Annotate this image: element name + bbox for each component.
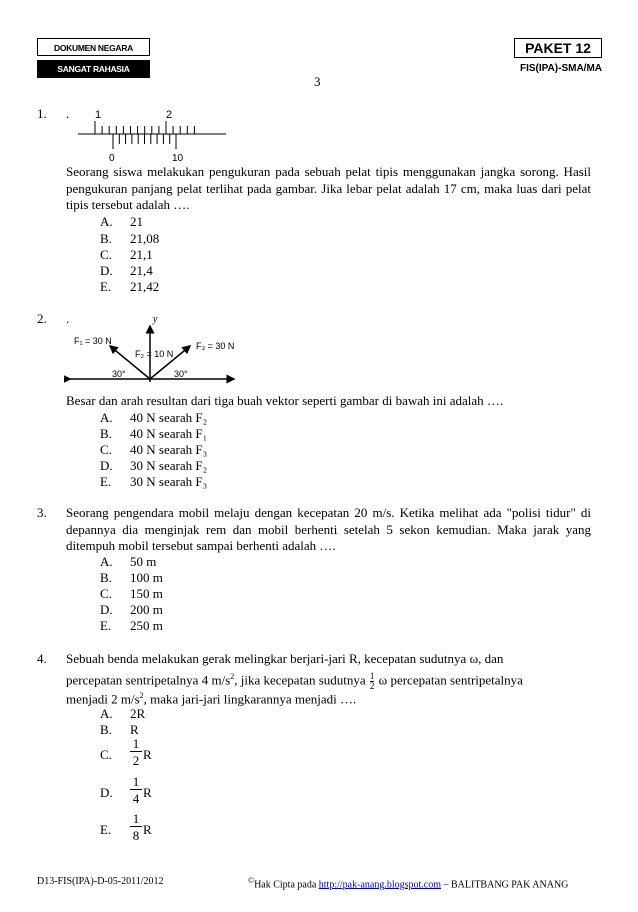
q2-number: 2. [37, 311, 47, 326]
q2-option-value: 30 N searah F₃ [130, 474, 208, 489]
q2-option-label: D. [100, 458, 113, 473]
q3-option-value: 250 m [130, 618, 163, 633]
q3-option-value: 50 m [130, 554, 157, 569]
q1-option-value: 21 [130, 214, 143, 229]
q2-option-label: C. [100, 442, 112, 457]
q2-option-value: 40 N searah F₁ [130, 426, 208, 441]
q4-text-line2: percepatan sentripetalnya 4 $m/s^2$, jika kecepatan sudutnya $\frac{1}{2}$ ω percepatan sentripetalnya [66, 670, 523, 691]
angle-left-label: 30° [112, 369, 126, 379]
q3-option-value: 100 m [130, 570, 163, 585]
blog-link[interactable]: http://pak-anang.blogspot.com [318, 879, 441, 891]
q1-option-value: 21,08 [130, 231, 160, 246]
q4-number: 4. [37, 651, 47, 666]
q3-option-value: 200 m [130, 602, 163, 617]
dokumen-negara-label: DOKUMEN NEGARA [37, 38, 150, 56]
q2-dot: . [66, 311, 70, 326]
q4-option-label: C. [100, 747, 112, 762]
q2-option-value: 40 N searah F₂ [130, 410, 208, 425]
q1-number: 1. [37, 106, 47, 121]
q4-option-value: 2R [130, 706, 146, 721]
q3-option-label: C. [100, 586, 112, 601]
q3-option-value: 150 m [130, 586, 163, 601]
vernier-label-10: 10 [172, 153, 184, 164]
q4-option-value: R [130, 722, 139, 737]
q4-option-label: A. [100, 706, 113, 721]
q3-number: 3. [37, 505, 47, 520]
f2-label: F₂ = 10 N [135, 349, 174, 359]
q3-text: Seorang pengendara mobil melaju dengan kecepatan 20 m/s. Ketika melihat ada "polisi tidur" di depannya dia menginjak rem dan mobil berhenti setelah 5 sekon kemudian. Maka jarak yang ditempuh mobil tersebut sampai berhenti adalah …. [66, 505, 591, 553]
paket-badge: PAKET 12 [514, 38, 602, 58]
q1-option-value: 21,42 [130, 279, 160, 294]
vernier-label-0: 0 [109, 153, 115, 164]
page-number: 3 [314, 74, 321, 89]
q4-text-line3: menjadi 2 $m/s^2$, maka jari-jari lingkarannya menjadi …. [66, 691, 357, 707]
q2-option-label: B. [100, 426, 112, 441]
subject-code: FIS(IPA)-SMA/MA [519, 63, 602, 74]
q4-option-label: D. [100, 785, 113, 800]
q1-text: Seorang siswa melakukan pengukuran pada sebuah pelat tipis menggunakan jangka sorong. Hasil pengukuran panjang pelat terlihat pada gambar. Jika lebar pelat adalah 17 cm, maka luas dari pelat tipis tersebut adalah …. [66, 164, 591, 212]
vector-figure [64, 310, 244, 390]
q1-option-value: 21,1 [130, 247, 153, 262]
f3-label: F₃ = 30 N [196, 341, 235, 351]
main-scale-label-1: 1 [95, 109, 102, 121]
q2-text: Besar dan arah resultan dari tiga buah vektor seperti gambar di bawah ini adalah …. [66, 393, 504, 408]
q1-option-label: D. [100, 263, 113, 278]
q1-option-label: E. [100, 279, 112, 294]
q3-option-label: D. [100, 602, 113, 617]
q3-option-label: B. [100, 570, 112, 585]
q4-option-fraction: $\frac{1}{2}$ [130, 736, 142, 769]
q3-option-label: A. [100, 554, 113, 569]
q4-option-suffix: R [143, 822, 152, 837]
q3-option-label: E. [100, 618, 112, 633]
q1-option-label: A. [100, 214, 113, 229]
q1-option-label: C. [100, 247, 112, 262]
main-scale-ticks [95, 121, 194, 134]
vernier-scale-ticks [113, 134, 176, 149]
q2-option-label: E. [100, 474, 112, 489]
q2-option-value: 30 N searah F₂ [130, 458, 208, 473]
q4-option-label: E. [100, 822, 112, 837]
footer-copyright: ©Hak Cipta pada http://pak-anang.blogspot.com – BALITBANG PAK ANANG [248, 876, 569, 891]
q1-dot: . [66, 106, 70, 121]
q1-option-value: 21,4 [130, 263, 153, 278]
sangat-rahasia-label: SANGAT RAHASIA [37, 60, 150, 78]
angle-right-label: 30° [174, 369, 188, 379]
q4-option-fraction: $\frac{1}{4}$ [130, 774, 142, 807]
q4-option-suffix: R [143, 785, 152, 800]
vernier-caliper-figure [78, 104, 228, 164]
q4-text-line1: Sebuah benda melakukan gerak melingkar berjari-jari R, kecepatan sudutnya ω, dan [66, 651, 504, 666]
y-label: y [153, 314, 158, 325]
footer-doc-code: D13-FIS(IPA)-D-05-2011/2012 [37, 876, 164, 887]
q2-option-label: A. [100, 410, 113, 425]
main-scale-label-2: 2 [166, 109, 173, 121]
q1-option-label: B. [100, 231, 112, 246]
f1-label: F₁ = 30 N [74, 336, 112, 346]
q2-option-value: 40 N searah F₃ [130, 442, 208, 457]
q4-option-suffix: R [143, 747, 152, 762]
q4-option-label: B. [100, 722, 112, 737]
q4-option-fraction: $\frac{1}{8}$ [130, 811, 142, 844]
q4-half-fraction: $\frac{1}{2}$ [369, 670, 375, 691]
